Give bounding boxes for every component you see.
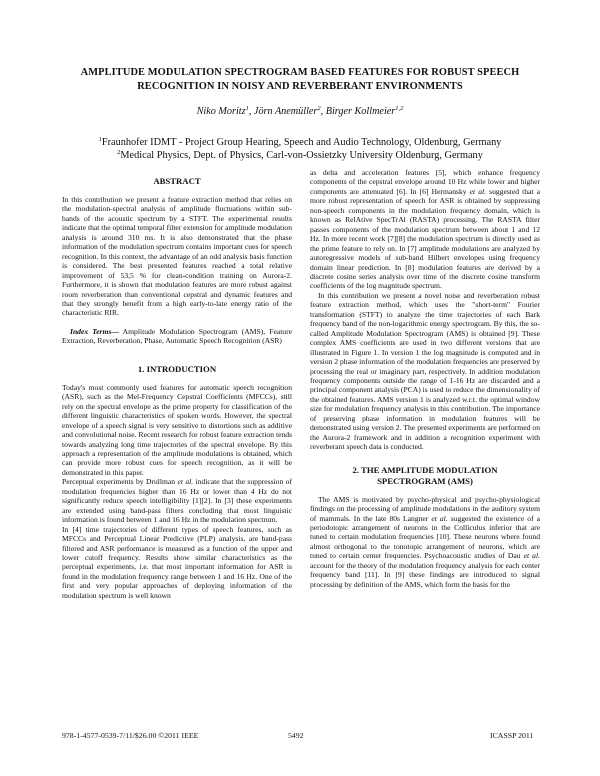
text-run: indicate that the suppression of modulation frequencies higher than 16 Hz or lower than 4 Hz do not significantly reduce speech intelligibility [1][2]. In [3] these experiments are extended using band-pass filters concluding that most linguistic information is found between 1 and 16 Hz in the modulation spectrum. <box>62 477 293 525</box>
abstract-text: In this contribution we present a feature extraction method that relies on the modulation-spectral analysis of amplitude fluctuations within sub-bands of the acoustic spectrum by a STFT. The experimental results indicate that the optimal temporal filter extension for amplitude modulation analysis is around 310 ms. It is also demonstrated that the phase information of the modulation spectrum contains important cues for speech recognition. In this context, the advantage of an odd analysis basis function is considered. The best presented features reached a total relative improvement of 53,5 % for clean-condition training on Aurora-2. Furthermore, it is shown that modulation features are more robust against room reverberation than conventional cepstral and dynamic features and that they strongly benefit from a high early-to-late energy ratio of the characteristic RIR. <box>62 195 292 318</box>
section-2-heading <box>310 465 540 487</box>
affiliation-1 <box>0 137 600 148</box>
text-run: suggested that a more robust representation of speech for ASR is obtained by suppressing non-speech components in the modulation frequency domain, which is known as RelAtive SpecTrAl (RASTA) processing. The RASTA filter passes components of the modulation spectrum between about 1 and 12 Hz. In more recent work [7][8] the modulation spectrum is directly used as the prime feature to rely on. In [7] amplitude modulations are analyzed by autoregressive models of sub-band Hilbert envelopes using frequency domain linear prediction. In [8] modulation features are derived by a discrete cosine series analysis over time of the discrete cosine transform coefficients of the log magnitude spectrum. <box>310 186 540 291</box>
text-run-italic: et al. <box>523 551 540 561</box>
section-2-heading-line-1: 2. THE AMPLITUDE MODULATION <box>352 464 498 475</box>
right-paragraph-2: In this contribution we present a novel noise and reverberation robust feature extraction method, which uses the "short-term" Fourier transformation (STFT) to analyze the time trajectories of each Bark frequency band of the non-logarithmic energy spectrogram. By this, the so-called Amplitude Modulation Spectrogram (AMS) is obtained [9]. These complex AMS coefficients are used in two different versions that are illustrated in Figure 1. In version 1 the log magnitude is computed and in version 2 phase information of the modulation frequencies are preserved by processing the real or imaginary part, respectively. In addition modulation frequency components outside the range of 1-16 Hz are discarded and a principal component analysis (PCA) is used to reduce the dimensionality of the obtained features. AMS version 1 is analyzed w.r.t. the optimal window size for modulation frequency analysis in this contribution. The importance of preserving phase information in modulation features will be demonstrated using version 2. The presented experiments are performed on the Aurora-2 framework and in addition a recognition experiment with reverberant speech data is conducted. <box>310 290 540 452</box>
right-column <box>310 168 540 589</box>
author-affiliation-mark: 1 <box>245 105 249 112</box>
index-terms <box>62 327 292 346</box>
text-run-italic: et al. <box>469 186 487 196</box>
affiliation-mark: 1 <box>98 136 102 143</box>
intro-paragraph-2 <box>62 477 292 524</box>
text-run: The AMS is motivated by psycho-physical and psycho-physiological findings on the processing of amplitude modulations in the auditory system of mammals. In the late 80s Langner <box>310 494 540 523</box>
introduction-heading: 1. INTRODUCTION <box>137 363 217 374</box>
affiliation-text: Medical Physics, Dept. of Physics, Carl-von-Ossietzky University Oldenburg, Germany <box>120 150 483 161</box>
text-run: as delta and acceleration features [5], which enhance frequency components of the cepstral envelope around 10 Hz while lower and higher components are attenuated [6]. In [6] Hermansky <box>310 168 540 196</box>
affiliation-2 <box>0 150 600 161</box>
author-name: Birger Kollmeier <box>325 106 396 117</box>
author-list: Niko Moritz$^1$, Jörn Anemüller$^2$, Birger Kollmeier$^{1,2}$ <box>196 105 404 117</box>
affiliation-mark: 2 <box>117 149 121 156</box>
text-run: account for the theory of the modulation frequency analysis for each center frequency band [11]. In [9] these findings are introduced to signal processing by definition of the AMS, which form the basis for the <box>310 560 540 589</box>
affiliation-text: Fraunhofer IDMT - Project Group Hearing, Speech and Audio Technology, Oldenburg, Germany <box>101 137 502 148</box>
text-run-italic: et al. <box>431 513 448 523</box>
text-run: suggested the existence of a periodotopic arrangement of neurons in the Colliculus inferior that are tuned to certain modulation frequencies [10]. These neurons where found almost orthogonal to the tonotopic arrangement of neurons, which are tuned to certain center frequencies. Psychoacoustic studies of Dau <box>310 513 541 561</box>
author-affiliation-mark: 2 <box>317 105 321 112</box>
author-name: Niko Moritz <box>196 106 246 117</box>
author-affiliation-mark: 1,2 <box>395 105 404 112</box>
intro-paragraph-1: Today's most commonly used features for automatic speech recognition (ASR), such as the Mel-Frequency Cepstral Coefficients (MFCCs), still rely on the spectral envelope as the prime property for classification of the different linguistic characteristics of spoken words. However, the spectral envelope of a speech signal is very sensitive to distortions such as additive and convolutional noise. Recent research for robust feature extraction tends towards analyzing long time trajectories of the spectral envelope. By this approach a representation of the amplitude modulations is obtained, which can provide more robust cues for speech recognition, as it will be demonstrated in this paper. <box>62 382 292 477</box>
footer-page-number: 5492 <box>288 731 304 740</box>
index-terms-text: Amplitude Modulation Spectrogram (AMS), Feature Extraction, Reverberation, Phase, Automatic Speech Recognition (ASR) <box>62 326 293 346</box>
left-column <box>62 176 292 600</box>
footer-isbn: 978-1-4577-0539-7/11/$26.00 ©2011 IEEE <box>62 731 199 740</box>
text-run-italic: et al. <box>177 477 194 487</box>
section-2-paragraph-1 <box>310 495 540 590</box>
footer-conference: ICASSP 2011 <box>490 731 534 740</box>
paper-title: AMPLITUDE MODULATION SPECTROGRAM BASED FEATURES FOR ROBUST SPEECH RECOGNITION IN NOISY AND REVERBERANT ENVIRONMENTS <box>80 67 520 92</box>
text-run: Perceptual experiments by Drullman <box>62 477 178 487</box>
index-terms-label: Index Terms— <box>70 326 119 336</box>
right-paragraph-1 <box>310 168 540 291</box>
intro-paragraph-3: In [4] time trajectories of different types of speech features, such as MFCCs and Perceptual Linear Predictive (PLP) analysis, are band-pass filtered and ASR performance is measured as a function of the upper and lower cutoff frequency. Results show similar characteristics as the perceptual experiments, i.e. that most important information for ASR is found in the modulation frequency range between 1 and 16 Hz. One of the first and very popular approaches of deploying information of the modulation spectrum is well known <box>62 524 292 600</box>
section-2-heading-line-2: SPECTROGRAM (AMS) <box>377 475 473 486</box>
author-name: Jörn Anemüller <box>253 106 318 117</box>
abstract-heading: ABSTRACT <box>153 176 201 186</box>
